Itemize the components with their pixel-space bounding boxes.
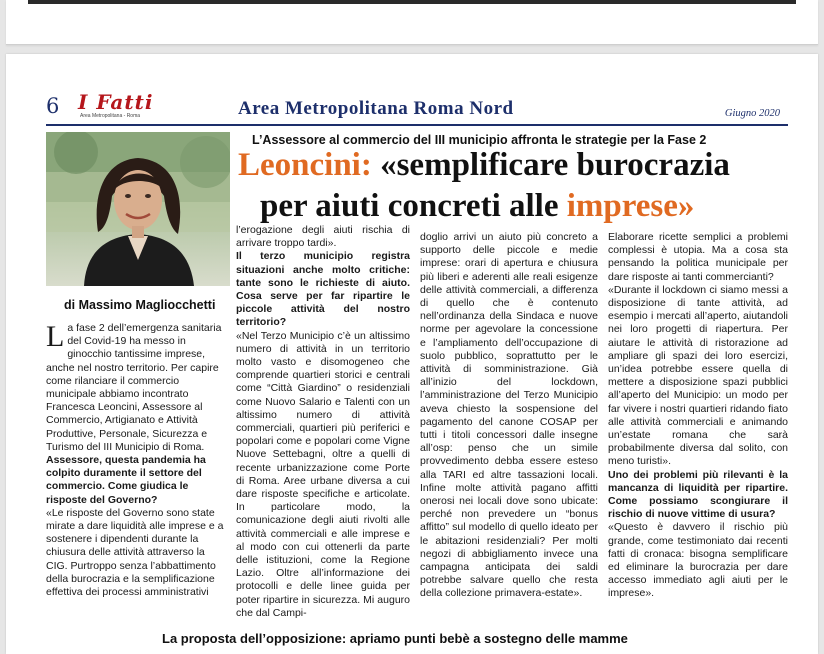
drop-cap: L	[46, 320, 65, 353]
next-article-headline-cropped	[46, 648, 786, 654]
portrait-photo	[46, 132, 230, 286]
question-4-text: Uno dei problemi più rilevanti è la mancanza di liquidità per ripartire. Come possiamo scongiurare il rischio di nuove vittime di usura?	[608, 468, 788, 521]
answer-3: «Durante il lockdown ci siamo messi a disposizione di tante attività, ad esempio i mercati all’aperto, aiutandoli nei loro progetti di riapertura. Per aiutare le attività di ristorazione ad ampliare gli spazi dei loro esercizi, un’idea potrebbe essere quella di mettere a disposizione spazi pubblici all’aperto del Municipio: un modo per far vivere i nostri quartieri ridando fiato alle attività commerciali e animando un’estate romana che sarà probabilmente diversa dal solito, con meno turisti».	[608, 283, 788, 468]
question-4	[608, 469, 788, 522]
headline-line-1	[238, 147, 730, 184]
question-3: Elaborare ricette semplici a problemi complessi è utopia. Ma a cosa sta pensando la politica municipale per dare risposte ai tanti commercianti?	[608, 231, 788, 283]
page-header	[6, 54, 818, 124]
newspaper-page	[6, 54, 818, 654]
headline-name: Leoncini:	[238, 147, 372, 183]
article-column-3	[420, 231, 598, 601]
masthead-logo: I Fatti	[78, 90, 154, 114]
question-2-text: Il terzo municipio registra situazioni anche molto critiche: tante sono le richieste di aiuto. Cosa serve per far ripartire le piccole attività del nostro territorio?	[236, 250, 410, 329]
headline-quote-start: «semplificare burocrazia	[371, 147, 730, 183]
header-divider	[46, 124, 788, 126]
headline-quote-end: imprese»	[566, 188, 695, 224]
article-kicker: L’Assessore al commercio del III municipio affronta le strategie per la Fase 2	[252, 133, 707, 147]
question-2	[236, 250, 410, 329]
answer-1-end: l’erogazione degli aiuti rischia di arrivare troppo tardi».	[236, 224, 410, 250]
headline-line-2	[260, 188, 694, 225]
article-column-1	[46, 322, 224, 599]
answer-2-continued: doglio arrivi un aiuto più concreto a supporto delle piccole e medie imprese: orari di apertura e chiusura più liberi e aderenti alle reali esigenze delle attività commerciali, a differenza di quello che è contenuto nell’ordinanza della Sindaca e nuove norme per agevolare la concessione e l’ampliamento dell’occupazione di suolo pubblico, soprattutto per le attività di somministrazione. Già all’inizio del lockdown, l’amministrazione del Terzo Municipio aveva chiesto la sospensione del pagamento del canone COSAP per tutti i titoli concessori dalle insegne all’osp: penso che un simile provvedimento debba essere esteso alla TARI ed altre tassazioni locali. Infine molte attività pagano affitti onerosi nei locali dove sono ubicate: perché non prevedere un “bonus affitto” sul modello di quello ideato per le abitazioni residenziali? Per molti negozi di abbigliamento invece una campagna anticipata dei saldi potrebbe salvare quello che resta della collezione primavera-estate».	[420, 231, 598, 600]
next-article-kicker: La proposta dell’opposizione: apriamo punti bebè a sostegno delle mamme	[162, 631, 628, 646]
portrait-illustration	[46, 132, 230, 286]
previous-page-edge	[6, 0, 818, 45]
masthead-logo-subtitle: Area Metropolitana - Roma	[80, 113, 141, 119]
article-column-4	[608, 231, 788, 601]
section-title: Area Metropolitana Roma Nord	[238, 98, 514, 119]
previous-page-rule	[28, 0, 796, 4]
headline-quote-middle: per aiuti concreti alle	[260, 188, 567, 224]
answer-4: «Questo è davvero il rischio più grande, come testimoniato dai recenti fatti di cronaca: bisogna semplificare ed eliminare la burocrazia per dare accesso immediato agli aiuti per le imprese».	[608, 521, 788, 600]
intro-paragraph	[46, 322, 224, 454]
question-1-text: Assessore, questa pandemia ha colpito duramente il settore del commercio. Come giudica le risposte del Governo?	[46, 454, 206, 506]
page-number: 6	[46, 94, 60, 118]
issue-date: Giugno 2020	[724, 108, 780, 119]
article-column-2	[236, 224, 410, 620]
article-byline: di Massimo Magliocchetti	[64, 298, 216, 312]
question-1	[46, 454, 224, 507]
answer-1: «Le risposte del Governo sono state mirate a dare liquidità alle imprese e a sostenere i dipendenti durante la chiusura delle attività attraverso la CIG. Purtroppo senza l’abbattimento della burocrazia e la semplificazione effettiva dei processi amministrativi	[46, 506, 224, 599]
intro-text: a fase 2 dell’emergenza sanitaria del Covid-19 ha messo in ginocchio tantissime imprese, anche nel nostro territorio. Per capire come rilanciare il commercio municipale abbiamo incontrato Francesca Leoncini, Assessore al Commercio, Artigianato e Attività Produttive, Personale, Sicurezza e Turismo del III Municipio di Roma.	[46, 322, 222, 453]
answer-2: «Nel Terzo Municipio c’è un altissimo numero di attività in un territorio molto vasto e disomogeneo che comprende quartieri storici e centrali come “Città Giardino” o residenziali come Nuovo Salario e Talenti con un altissimo numero di attività commerciali, quartieri più periferici e popolari come e popolari come Vigne Nuove Settebagni, oltre a quelli di recente urbanizzazione come Porte di Roma. Aree urbane diversa a cui dare risposte specifiche e articolate. In particolare modo, la comunicazione degli aiuti rivolti alle attività commerciali e alle imprese e al modo con cui ottenerli da parte delle istituzioni, come la Regione Lazio. Oltre all’informazione dei protocolli e delle linee guida per poter ripartire in sicurezza. Mi auguro che dal Campi-	[236, 329, 410, 619]
